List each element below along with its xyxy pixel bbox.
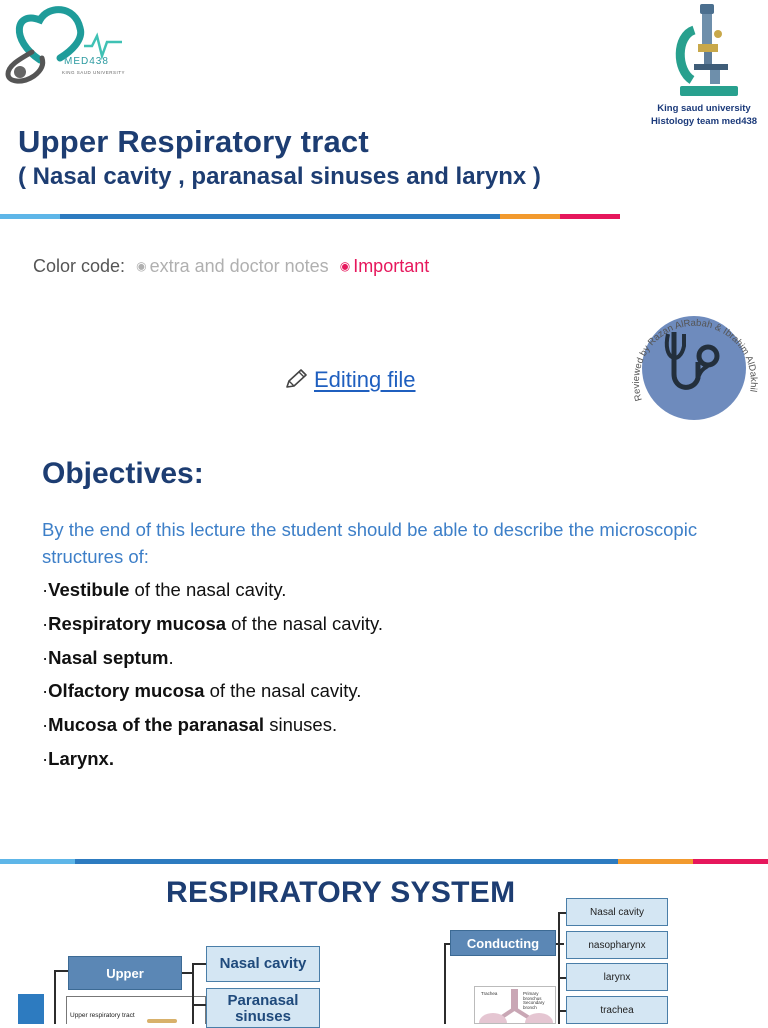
connector-line (558, 912, 560, 1024)
conducting-child-nasal-cavity: Nasal cavity (566, 898, 668, 926)
upper-figure (66, 996, 206, 1024)
side-block (18, 994, 44, 1024)
objectives-intro: By the end of this lecture the student should be able to describe the microscopic structures of: (42, 519, 698, 567)
page-title: Upper Respiratory tract (18, 124, 369, 159)
lung-figure: Trachea Primary bronchus Secondary bronch (474, 986, 556, 1024)
connector-line (558, 1010, 566, 1012)
upper-figure-sketch (147, 1019, 177, 1023)
important-dot-icon: ◉ (339, 259, 351, 273)
objective-item: ·Respiratory mucosa of the nasal cavity. (42, 613, 384, 634)
connector-line (444, 943, 446, 1024)
objective-item: ·Vestibule of the nasal cavity. (42, 579, 287, 600)
objectives-heading: Objectives: (42, 457, 204, 490)
conducting-child-trachea: trachea (566, 996, 668, 1024)
objective-item: ·Olfactory mucosa of the nasal cavity. (42, 680, 362, 701)
connector-line (558, 977, 566, 979)
color-code-label: Color code: (33, 256, 126, 276)
extra-notes-label: extra and doctor notes (149, 256, 329, 276)
logo-caption-2: Histology team med438 (650, 116, 758, 127)
connector-line (558, 912, 566, 914)
connector-line (192, 963, 206, 965)
objective-item: ·Mucosa of the paranasal sinuses. (42, 714, 338, 735)
diagram-title: RESPIRATORY SYSTEM (166, 876, 516, 909)
pencil-icon (284, 368, 308, 396)
objective-item: ·Nasal septum. (42, 647, 174, 668)
microscope-icon (640, 0, 768, 104)
badge-text: Reviewed by Razan AlRabah & Ibrahim AlDakhil (630, 317, 759, 403)
connector-line (182, 972, 192, 974)
upper-child-nasal-cavity: Nasal cavity (206, 946, 320, 982)
connector-line (54, 970, 56, 1024)
logo-caption-1: King saud university (657, 103, 751, 114)
upper-figure-caption: Upper respiratory tract (70, 1012, 135, 1019)
connector-line (54, 970, 68, 972)
conducting-box: Conducting (450, 930, 556, 956)
extra-dot-icon: ◉ (136, 259, 147, 273)
page-subtitle: ( Nasal cavity , paranasal sinuses and larynx ) (18, 163, 541, 190)
objective-item: ·Larynx. (42, 748, 114, 769)
connector-line (192, 1004, 206, 1006)
connector-line (192, 963, 194, 1024)
editing-file-text[interactable]: Editing file (314, 367, 416, 392)
logo-text: MED438 (64, 56, 109, 67)
important-label: Important (353, 256, 430, 276)
med438-logo (0, 0, 135, 88)
conducting-child-larynx: larynx (566, 963, 668, 991)
histology-team-logo (640, 0, 768, 140)
conducting-child-nasopharynx: nasopharynx (566, 931, 668, 959)
logo-subtext: KING SAUD UNIVERSITY (62, 70, 126, 75)
editing-file-link[interactable] (284, 367, 416, 396)
upper-child-paranasal-sinuses: Paranasal sinuses (206, 988, 320, 1028)
reviewers-badge (628, 300, 762, 430)
color-code-legend (33, 256, 429, 277)
upper-box: Upper (68, 956, 182, 990)
